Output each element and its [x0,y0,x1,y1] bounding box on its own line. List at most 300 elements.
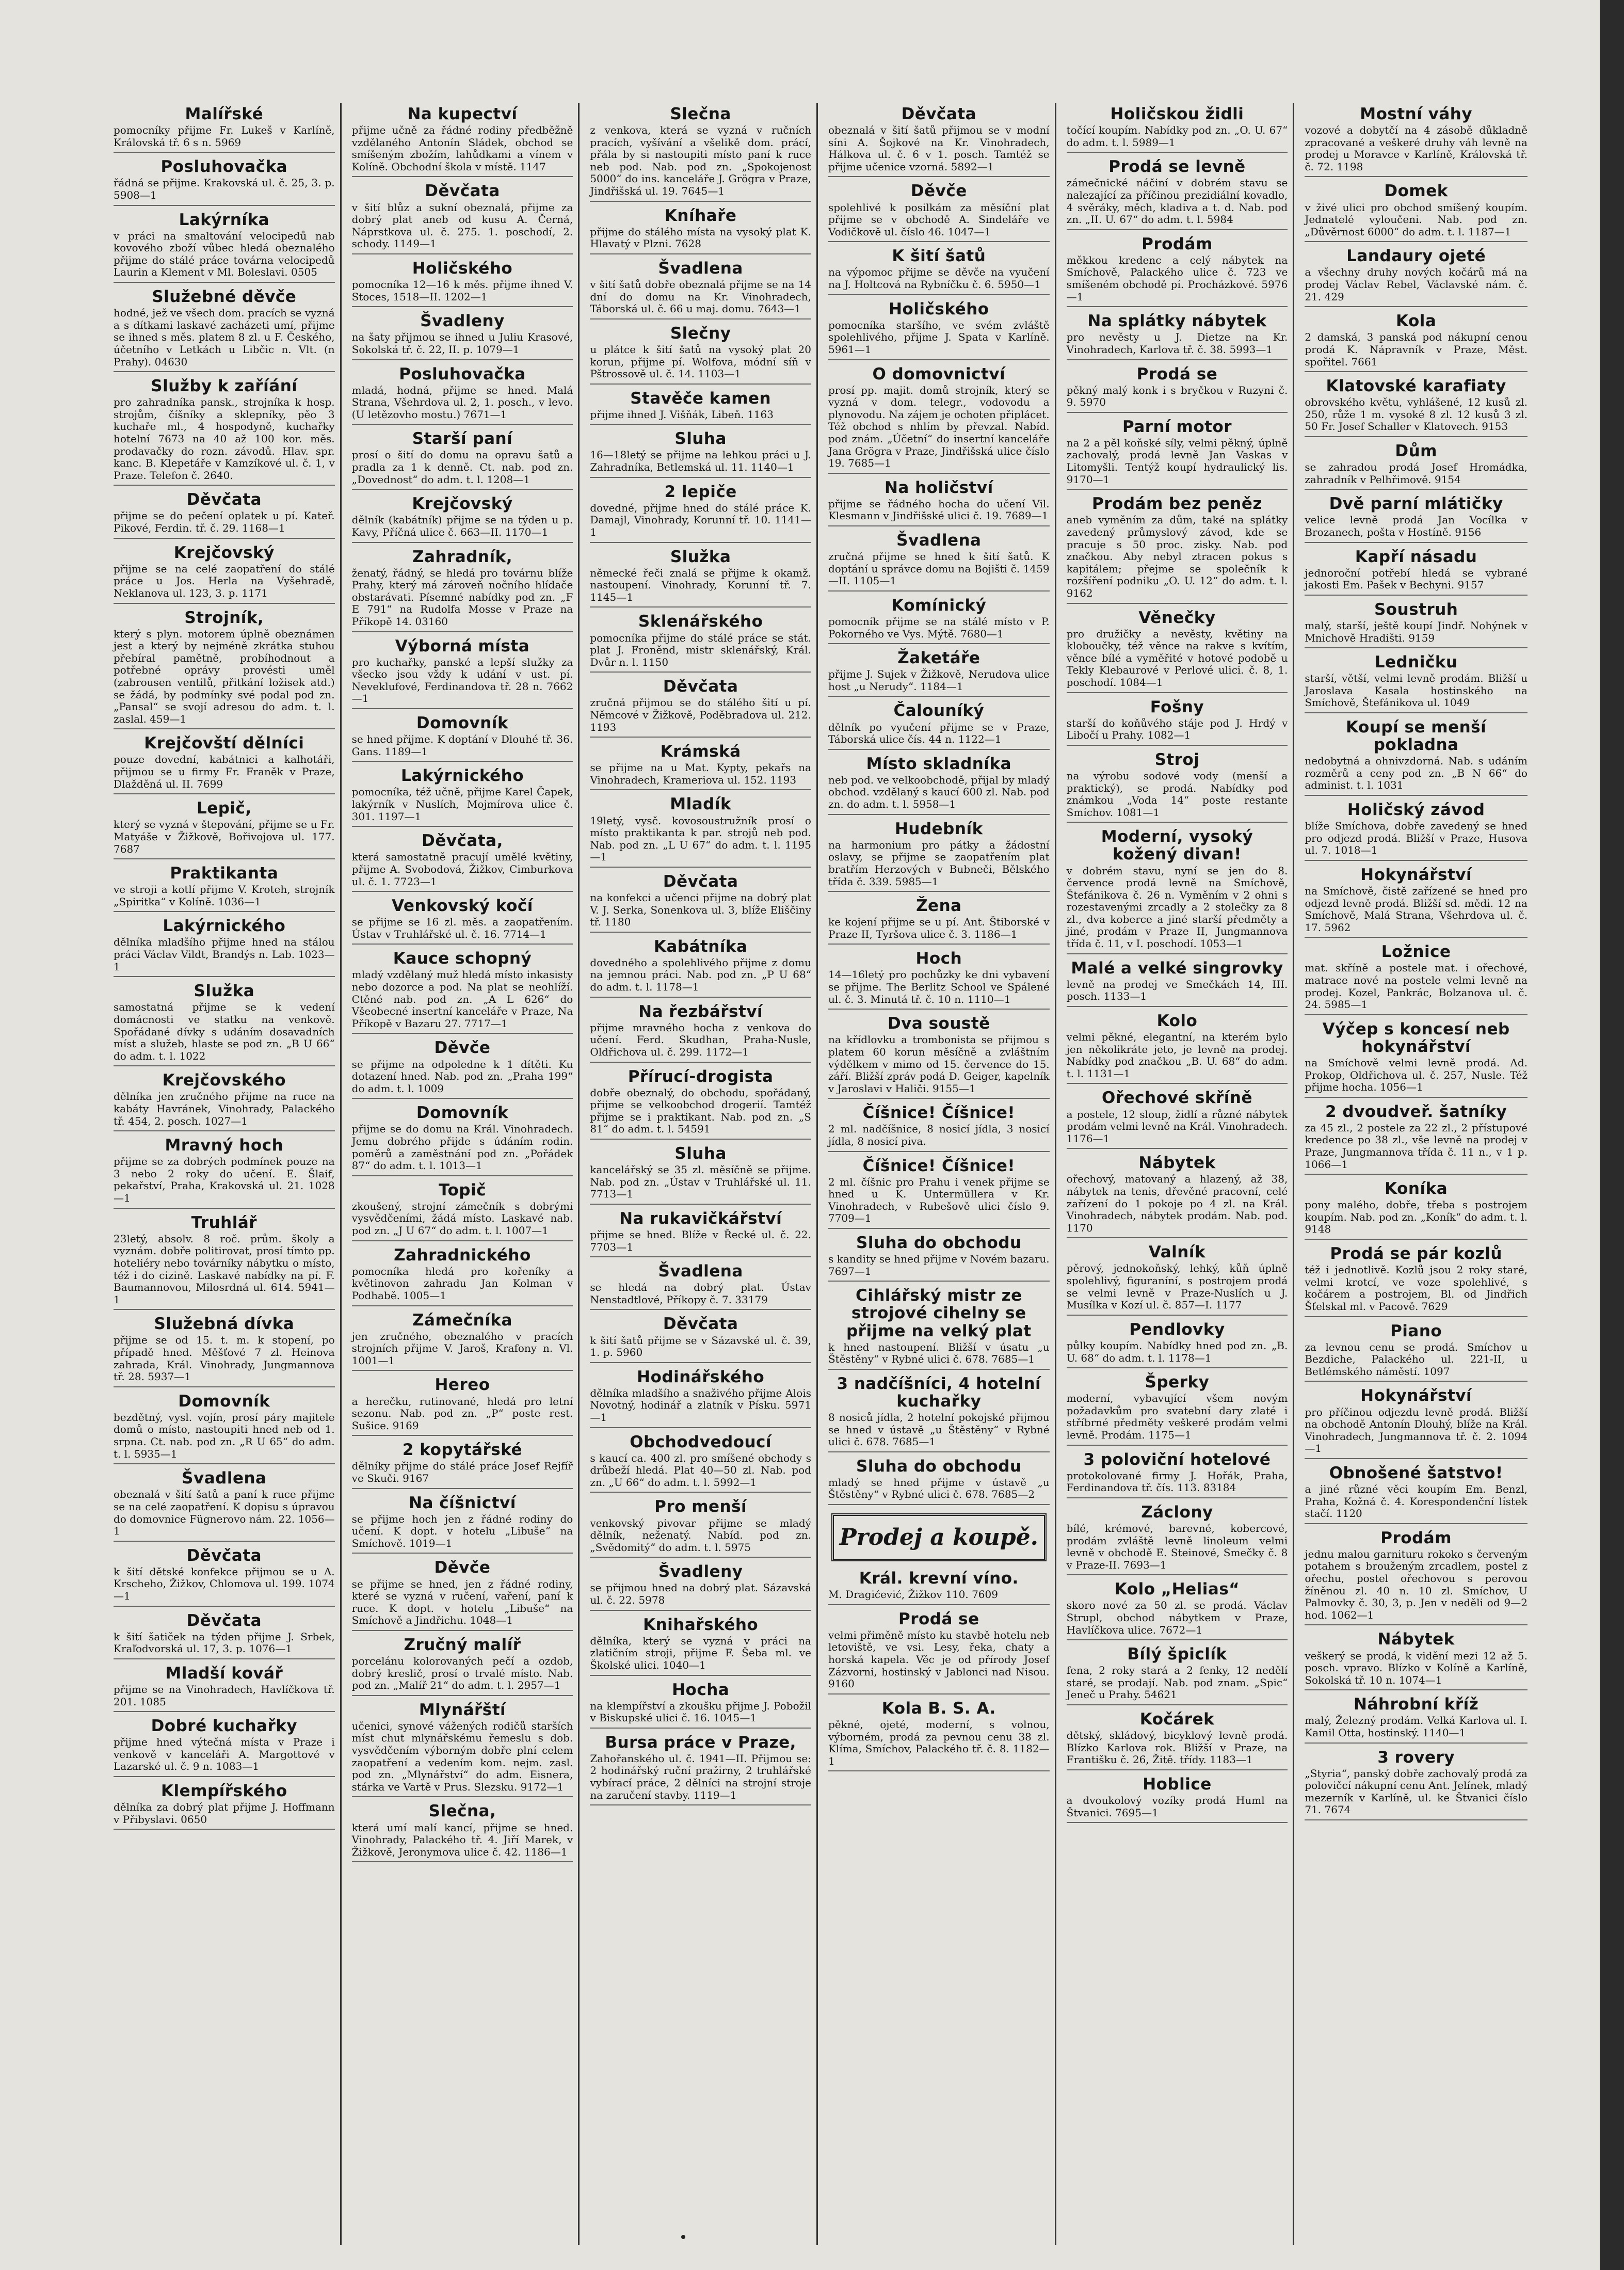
ad-body: jednoroční potřebí hledá se vybrané jakosti Em. Pašek v Bechyni. 9157 [1305,566,1527,592]
ad-body: s kaucí ca. 400 zl. pro smíšené obchody s drůbeží hledá. Plat 40—50 zl. Nab. pod zn. „U 66“ do adm. t. l. 5992—1 [590,1451,811,1489]
classified-ad [352,1559,573,1630]
ad-body: neb pod. ve velkoobchodě, přijal by mladý obchod. vzdělaný s kaucí 600 zl. Nab. pod zn. do adm. t. l. 5958—1 [828,773,1050,811]
ad-body: zručná přijmou se do stálého šití u pí. Němcové v Žižkově, Poděbradova ul. 212. 1193 [590,696,811,733]
ad-body: se hledá na dobrý plat. Ústav Nenstadtlové, Příkopy č. 7. 33179 [590,1281,811,1306]
ad-body: venkovský pivovar přijme se mladý dělník, neženatý. Nabíd. pod zn. „Svědomitý“ do adm. t. l. 5975 [590,1516,811,1554]
ad-heading: Hokynářství [1360,1386,1472,1405]
ad-heading: Klatovské karafiaty [1326,377,1506,396]
ad-heading: Děvčata [425,182,500,201]
classified-ad [590,1616,811,1676]
ad-body: se přijme se hned, jen z řádné rodiny, které se vyzná v ručení, vaření, paní k ruce. K dopt. v hotelu „Libuše“ na Smíchově a Jindřichu. 1048—1 [351,1577,573,1627]
ad-heading: Služka [670,547,731,566]
ad-body: levně na prodej ve Smečkách 14, III. posch. 1133—1 [1066,978,1288,1003]
classified-ad [114,609,335,730]
ad-body: přijme se od 15. t. m. k stopení, po případě hned. Měšťové 7 zl. Heinova zahrada, Král. Vinohrady, Jungmannova tř. 28. 5937—1 [114,1334,335,1383]
ad-body: Zahořanského ul. č. 1941—II. Přijmou se: 2 hodinářský ruční pražirny, 2 truhlářské vybírací práce, 2 dělníci na strojní stroje na zaručení stavby. 1119—1 [590,1752,811,1801]
ad-body: ořechový, matovaný a hlazený, až 38, nábytek na tenis, dřevěné pracovní, celé zařízení do 1 pokoje po 4 zl. na Král. Vinohradech, nábytek prodám. Nab. pod. 1170 [1066,1173,1288,1234]
ad-heading: Zámečníka [412,1310,512,1330]
ad-heading: Hereo [435,1376,490,1395]
classified-ad [590,795,811,867]
ad-heading: Kola B. S. A. [881,1699,996,1718]
ad-heading: Děvčata [663,677,738,696]
classified-ad [352,312,573,360]
classified-ad [352,1181,573,1241]
ad-heading: Služka [194,982,255,1001]
classified-ad [352,182,573,254]
ad-heading: Komínický [891,596,987,615]
ad-heading: Pendlovky [1129,1320,1225,1339]
ad-heading: Služebné děvče [152,287,297,307]
ad-body: „Styria“, panský dobře zachovalý prodá za polovičcí nákupní cenu Ant. Jelínek, mladý mezerník v Karlíně, ul. ke Štvanici číslo 71. 7674 [1305,1767,1527,1816]
classified-ad [1067,235,1288,307]
classified-ad [828,247,1050,295]
classified-ad [352,1246,573,1306]
classified-ad [352,1494,573,1554]
classified-ad [114,1665,335,1712]
classified-ad [114,158,335,205]
ad-body: s kandity se hned přijme v Novém bazaru. 7697—1 [828,1253,1050,1277]
ad-heading: Zručný malíř [404,1635,521,1654]
ad-heading: Děvče [910,182,967,201]
ad-heading: Děvčata [186,1546,262,1565]
ad-heading: Knihařského [643,1615,759,1634]
ad-heading: Záclony [1141,1502,1213,1522]
ad-heading: Na číšnictví [409,1493,516,1512]
ad-body: 23letý, absolv. 8 roč. prům. školy a vyznám. dobře politirovat, prosí tímto pp. hoteliéry nebo továrníky nábytku o místo, též i do cizině. Laskavé nabídky na pí. F. Baumannovou, Milosrdná ul. 614. 5941—1 [114,1232,335,1306]
ad-heading: Klempířského [160,1782,287,1801]
classified-ad [590,105,811,202]
ad-body: půlky koupím. Nabídky hned pod zn. „B. U. 68“ do adm. t. l. 1178—1 [1066,1339,1288,1364]
ad-body: na výpomoc přijme se děvče na vyučení na J. Holtcová na Rybníčku č. 6. 5950—1 [828,266,1050,291]
classified-ad [590,548,811,608]
ad-heading: Piano [1390,1321,1442,1340]
classified-ad [590,390,811,425]
ad-body: dělníka mladšího a snaživého přijme Alois Novotný, hodinář a zlatník v Písku. 5971—1 [590,1386,811,1424]
classified-ad [590,1734,811,1805]
ad-body: hodné, jež ve všech dom. pracích se vyzná a s dítkami laskavé zacházeti umí, přijme se ihned s měs. platem 8 zl. u F. Českého, účetního v Letkách u Libčic n. Vlt. (n Prahy). 04630 [114,307,335,368]
classified-ad [590,938,811,998]
column-4 [823,103,1056,2245]
classified-ad [352,897,573,945]
classified-ad [1305,1103,1527,1175]
classified-ad [1305,1322,1527,1382]
ad-body: a postele, 12 sloup, židlí a různé nábytek prodám velmi levně na Král. Vinohradech. 1176—1 [1066,1108,1288,1145]
classified-ad [1067,1154,1288,1238]
classified-ad [828,479,1050,526]
ad-body: se přijme na odpoledne k 1 dítěti. Ku dotazení hned. Nab. pod zn. „Praha 199“ do adm. t. l. 1009 [351,1058,573,1095]
classified-ad [828,365,1050,474]
ad-body: dělníka mladšího přijme hned na stálou práci Václav Vildt, Brandýs n. Lab. 1023—1 [114,936,335,973]
ad-body: pro příčinou odjezdu levně prodá. Bližší na obchodě Antonín Dlouhý, blíže na Král. Vinohradech, Jungmannova tř. č. 2. 1094—1 [1305,1405,1527,1455]
classified-ad [1067,751,1288,823]
classified-ad [590,260,811,319]
ad-heading: O domovnictví [872,364,1006,383]
ad-body: na klempířství a zkoušku přijme J. Pobožil v Biskupské ulici č. 16. 1045—1 [590,1699,811,1724]
ad-body: přijme se do domu na Král. Vinohradech. Jemu dobrého přijde s údáním rodin. poměrů a zaměstnání pod zn. „Pořádek 87“ do adm. t. l. 1013—1 [351,1123,573,1172]
ad-body: se přijme na u Mat. Kypty, pekařs na Vinohradech, Krameriova ul. 152. 1193 [590,761,811,786]
ad-heading: Posluhovačka [399,364,526,383]
ad-body: fena, 2 roky stará a 2 fenky, 12 nedělí staré, se prodají. Nab. pod znam. „Spic“ Jeneč u Prahy. 54621 [1066,1664,1288,1701]
ad-heading: Bursa práce v Praze, [605,1733,796,1752]
ad-body: dělníky přijme do stálé práce Josef Rejfíř ve Skuči. 9167 [351,1460,573,1484]
ad-heading: Dva soustě [887,1014,990,1033]
ad-heading: Sluha do obchodu [856,1457,1022,1476]
ad-body: velice levně prodá Jan Vocílka v Brozanech, pošta v Hostíně. 9156 [1305,514,1527,538]
ad-heading: Koupí se menší pokladna [1346,717,1487,755]
ad-heading: Koníka [1385,1179,1448,1198]
ad-body: mladý se hned přijme v ústavě „u Štěstěny“ v Rybné ulici č. 678. 7685—2 [828,1476,1050,1501]
ad-body: a všechny druhy nových kočárů má na prodej Václav Rebel, Václavské nám. č. 21. 429 [1305,266,1527,303]
ad-body: moderní, vybavující všem novým požadavkům pro svatební dary zlaté i stříbrné předměty veškeré prodám velmi levně. Prodám. 1175—1 [1066,1392,1288,1441]
classified-ad [352,1802,573,1862]
classified-ad [1067,1321,1288,1368]
classified-ad [590,1145,811,1205]
ad-body: v práci na smaltování velocipedů nab kovového zboží vůbec hledá obeznalého přijme do stálé práce továrna velocipedů Laurin a Klement v Ml. Boleslavi. 0505 [114,229,335,279]
ad-heading: Děvče [434,1558,491,1577]
ad-heading: Zahradnického [394,1245,531,1265]
ad-body: ke kojení přijme se u pí. Ant. Štiborské v Praze II, Tyršova ulice č. 3. 1186—1 [828,916,1050,940]
classified-ad [1305,1020,1527,1098]
ad-body: se zahradou prodá Josef Hromádka, zahradník v Pelhřimově. 9154 [1305,461,1527,486]
ad-heading: Mravný hoch [165,1136,284,1155]
ad-body: na harmonium pro pátky a žádostní oslavy, se přijme se zaopatřením plat bratřím Herzových v Bubneči, Bělského třída č. 339. 5985—1 [828,838,1050,888]
ad-body: mat. skříně a postele mat. i ořechové, matrace nové na postele velmi levně na prodej. Kozel, Pankrác, Bolzanova ul. č. 24. 5985—1 [1305,962,1527,1011]
ad-body: na Smíchově velmi levně prodá. Ad. Prokop, Oldřichova ul. č. 257, Nusle. Též přijme hocha. 1056—1 [1305,1056,1527,1094]
ad-body: jen zručného, obeznalého v pracích strojních přijme V. Jaroš, Krafony n. Vl. 1001—1 [351,1330,573,1367]
classified-ad [828,105,1050,177]
classified-ad [352,637,573,709]
classified-ad [1305,1464,1527,1524]
column-5 [1062,103,1295,2245]
classified-ad [1305,1696,1527,1743]
ad-body: přijme do stálého místa na vysoký plat K. Hlavatý v Plzni. 7628 [590,225,811,250]
ad-heading: Švadleny [420,312,505,331]
classified-ad [352,714,573,762]
ad-heading: Žaketáře [897,649,980,668]
ad-body: z venkova, která se vyzná v ručních pracích, vyšívání a všelikě dom. prácí, přála by si nastoupiti místo paní k ruce neb pod. Nab. pod zn. „Spokojenost 5000“ do ins. kanceláře J. Grögra v Praze, Jindřišská ul. 19. 7645—1 [590,124,811,198]
ad-heading: Stroj [1154,750,1200,769]
ad-heading: Prodá se levně [1108,157,1246,177]
ad-body: se hned přijme. K doptání v Dlouhé tř. 36. Gans. 1189—1 [351,733,573,758]
ad-body: na Smíchově, čistě zařízené se hned pro odjezd levně prodá. Bližší sd. mědi. 12 na Smíchově, Malá Strana, Všehrdova ul. č. 17. 5962 [1305,884,1527,934]
ad-body: 16—18letý se přijme na lehkou práci u J. Zahradníka, Betlemská ul. 11. 1140—1 [590,449,811,474]
ad-heading: Švadleny [658,1562,743,1581]
ad-heading: Prodám bez peněz [1092,494,1262,514]
ad-body: malý, Železný prodám. Velká Karlova ul. I. Kamil Otta, hostinský. 1140—1 [1305,1714,1527,1739]
ad-heading: Slečny [670,324,731,343]
ad-body: pomocníka hledá pro kořeníky a květinovon zahradu Jan Kolman v Podhabě. 1005—1 [351,1265,573,1302]
classified-ad [114,1315,335,1387]
classified-ad [114,288,335,372]
ad-heading: Obnošené šatstvo! [1329,1463,1503,1482]
classified-ad [1067,495,1288,603]
classified-ad [352,832,573,892]
ad-heading: Holičský závod [1347,800,1485,819]
ad-heading: Krejčovský [412,494,513,514]
ad-heading: Dům [1395,441,1437,460]
ad-body: pomocníka přijme do stálé práce se stát. plat J. Froněnd, mistr sklenářský, Král. Dvůr n. l. 1150 [590,631,811,668]
classified-ad [828,820,1050,892]
ad-heading: Kapří násadu [1355,547,1477,566]
classified-ad [352,548,573,632]
ad-body: přijme se hned. Blíže v Řecké ul. č. 22. 7703—1 [590,1228,811,1253]
ad-heading: Mladší kovář [165,1664,283,1683]
ad-body: k šití šatiček na týden přijme J. Srbek, Kraľodvorská ul. 17, 3. p. 1076—1 [114,1630,335,1655]
ad-heading: Věnečky [1138,608,1216,627]
ad-body: kancelářský se 35 zl. měsíčně se přijme. Nab. pod zn. „Ústav v Truhlářské ul. 11. 7713—1 [590,1163,811,1201]
classified-ad [1305,1529,1527,1626]
classified-ad [1305,1245,1527,1317]
ad-body: pěkné, ojeté, moderní, s volnou, výborném, prodá za pevnou cenu 38 zl. Klíma, Smíchov, Palackého tř. č. 8. 1182—1 [828,1718,1050,1767]
ad-body: učenici, synové vážených rodičů starších míst chut mlynářskému řemeslu s dob. vysvědčením výborným dobře plní celem zaopatření a vedením kom. nejm. zasl. pod zn. „Mlynářství“ do adm. Eisnera, stárka ve Vartě v Prus. Slezsku. 9172—1 [351,1719,573,1793]
ad-body: ve stroji a kotlí přijme V. Kroteh, strojník „Spiritka“ v Kolíně. 1036—1 [114,883,335,908]
ad-body: a jiné různé věci koupím Em. Benzl, Praha, Kožná č. 4. Korespondenční lístek stačí. 1120 [1305,1482,1527,1520]
column-3 [585,103,818,2245]
ad-body: která samostatně pracují umělé květiny, přijme A. Svobodová, Žižkov, Cimburkova ul. č. 1. 7723—1 [351,851,573,888]
ad-body: přijme se do pečení oplatek u pí. Kateř. Pikové, Ferdin. tř. č. 29. 1168—1 [114,509,335,535]
ad-heading: Děvčata [663,1315,738,1334]
ad-heading: Bílý špiclík [1127,1645,1227,1664]
classified-ad [1067,828,1288,954]
ad-heading: Cihlářský mistr ze strojové cihelny se přijme na velký plat [846,1286,1032,1340]
ad-heading: Náhrobní kříž [1354,1695,1479,1714]
ad-heading: 2 dvoudveř. šatníky [1325,1102,1507,1121]
classified-ad [590,430,811,477]
ad-heading: Hudebník [894,819,983,838]
classified-ad [1067,1580,1288,1640]
ad-body: pomocníky přijme Fr. Lukeš v Karlíně, Královská tř. 6 s n. 5969 [114,124,335,149]
ad-body: se přijme hoch jen z řádné rodiny do učení. K dopt. v hotelu „Libuše“ na Smíchově. 1019—1 [351,1512,573,1549]
ad-body: malý, starší, ještě koupí Jindř. Nohýnek v Mnichově Hradišti. 9159 [1305,619,1527,644]
classified-ad [1067,698,1288,746]
ad-heading: Venkovský kočí [392,897,533,916]
section-banner: Prodej a koupě. [831,1513,1047,1561]
classified-ad [590,613,811,673]
ad-body: dělníka za dobrý plat přijme J. Hoffmann v Přibyslavi. 0650 [114,1801,335,1826]
ad-heading: Nábytek [1138,1154,1216,1173]
ad-body: přijme se na Vinohradech, Havlíčkova tř. 201. 1085 [114,1683,335,1708]
classified-ad [828,702,1050,749]
ad-body: u plátce k šití šatů na vysoký plat 20 korun, přijme pí. Wolfova, módní síň v Pštrossově ul. č. 14. 1103—1 [590,343,811,380]
classified-ad [828,1234,1050,1282]
ad-heading: Výčep s koncesí neb hokynářství [1322,1019,1510,1056]
column-6 [1299,103,1533,2245]
ad-body: porcelánu kolorovaných pečí a ozdob, dobrý kreslič, prosí o trvalé místo. Nab. pod zn. „Malíř 21“ do adm. t. l. 2957—1 [351,1655,573,1692]
ad-body: přijme hned výtečná místa v Praze i venkově v kanceláři A. Margottové v Lazarské ul. č. 9 n. 1083—1 [114,1736,335,1773]
ad-heading: Na rukavičkářství [619,1209,782,1228]
ad-body: přijme J. Sujek v Žižkově, Nerudova ulice host „u Nerudy“. 1184—1 [828,668,1050,693]
ad-body: k šití dětské konfekce přijmou se u A. Krscheho, Žižkov, Chlomova ul. 199. 1074—1 [114,1565,335,1602]
classified-ad [1305,1630,1527,1690]
ad-heading: Číšnice! Číšnice! [862,1156,1016,1175]
ad-body: na výrobu sodové vody (menší a praktický), se prodá. Nabídky pod známkou „Voda 14“ poste restante Smíchov. 1081—1 [1066,769,1288,819]
ad-body: německé řeči znalá se přijme k okamž. nastoupení. Vinohrady, Korunní tř. 7. 1145—1 [590,566,811,603]
ad-heading: Děvčata [186,490,262,509]
classified-ad [590,678,811,738]
ad-body: 2 ml. číšnic pro Prahu i venek přijme se hned u K. Untermüllera v Kr. Vinohradech, v Rubešově ulici číslo 9. 7709—1 [828,1175,1050,1225]
classified-ad [590,1563,811,1610]
ad-heading: Obchodvedoucí [630,1432,772,1451]
ad-heading: Dvě parní mlátičky [1329,494,1503,514]
ad-heading: Dobré kuchařky [151,1717,298,1736]
classified-ad [828,1375,1050,1452]
ad-heading: Moderní, vysoký kožený divan! [1101,827,1253,864]
ad-body: dobře obeznalý, do obchodu, spořádaný, přijme se velkoobchod drogerií. Tamtéž přijme se i praktikant. Nab. pod zn. „S 81“ do adm. t. l. 54591 [590,1086,811,1136]
classified-ad [1067,1451,1288,1498]
ad-body: velmi pěkné, elegantní, na kterém bylo jen několikráte jeto, je levně na prodej. Nabídky pod značkou „B. U. 68“ do adm. t. l. 1131—1 [1066,1031,1288,1080]
classified-ad [590,1681,811,1729]
classified-ad [1305,653,1527,713]
classified-ad [590,1433,811,1493]
ad-heading: Mostní váhy [1360,105,1473,123]
ad-heading: Hoblice [1143,1775,1212,1794]
ad-body: starší do koňůvého stáje pod J. Hrdý v Libočí u Prahy. 1082—1 [1066,716,1288,742]
ad-heading: Místo skladníka [866,754,1011,773]
classified-ad [1067,418,1288,490]
ad-body: přijme mravného hocha z venkova do učení. Ferd. Skudhan, Praha-Nusle, Oldřichova ul. č. 299. 1172—1 [590,1021,811,1058]
classified-ad [1067,158,1288,230]
ad-body: dělníka jen zručného přijme na ruce na kabáty Havránek, Vinohrady, Palackého tř. 454, 2. posch. 1027—1 [114,1090,335,1127]
ad-heading: Praktikanta [170,864,279,883]
ad-heading: Na řezbářství [638,1002,763,1021]
classified-ad [1067,1089,1288,1149]
ad-body: na křídlovku a trombonista se přijmou s platem 60 korun měsíčně a zvláštním výdělkem v mimo od 15. července do 15. září. Bližší zpráv podá D. Geiger, kapelník v Jaroslavi v Haliči. 9155—1 [828,1033,1050,1095]
classified-ad [1067,1504,1288,1575]
classified-ad [1067,1711,1288,1770]
ad-heading: Krejčovský [173,543,275,562]
classified-ad [590,325,811,385]
classified-ad [828,1157,1050,1229]
classified-ad [828,1458,1050,1505]
ad-heading: Prodám [1380,1528,1452,1547]
ad-heading: Mladík [670,795,732,814]
classified-ad [1305,801,1527,861]
ad-body: zručná přijme se hned k šití šatů. K doptání u správce domu na Bojišti č. 1459—II. 1105—1 [828,550,1050,587]
ad-body: řádná se přijme. Krakovská ul. č. 25, 3. p. 5908—1 [114,177,335,201]
ad-body: pěrový, jednokoňský, lehký, kůň úplně spolehlivý, figuraníní, s postrojem prodá se velmi levně v Praze-Nuslích u J. Musílka v Kozí ul. č. 857—I. 1177 [1066,1262,1288,1312]
classified-ad [1305,943,1527,1015]
ad-heading: 3 poloviční hotelové [1083,1450,1271,1469]
ad-body: obeznalá v šití šatů přijmou se v modní síni A. Šojkové na Kr. Vinohradech, Hálkova ul. č. 6 v 1. posch. Tamtéž se přijme učenice vzorná. 5892—1 [828,124,1050,173]
ad-body: mladá, hodná, přijme se hned. Malá Strana, Všehrdova ul. 2, 1. posch., v levo. (U letězovho mostu.) 7671—1 [351,383,573,421]
ad-heading: Malé a velké singrovky [1071,958,1283,978]
classified-ad [1305,182,1527,242]
ad-heading: Prodá se [1136,364,1218,383]
ad-body: veškerý se prodá, k vidění mezi 12 až 5. posch. vpravo. Blízko v Kolíně a Karlíně, Sokolská tř. 10 n. 1074—1 [1305,1649,1527,1686]
classified-ad [590,1368,811,1428]
classified-ad [590,873,811,933]
ad-body: pěkný malý konk i s bryčkou v Ruzyni č. 9. 5970 [1066,383,1288,409]
classified-ad [1305,377,1527,437]
classified-ad [828,1700,1050,1771]
ad-heading: Stavěče kamen [630,389,771,408]
ad-body: zámečnické náčiní v dobrém stavu se nalezající za příčinou prezidiální kovadlo, 4 svěráky, měch, kladiva a t. d. Nab. pod zn. „II. U. 67“ do adm. t. l. 5984 [1066,177,1288,226]
ad-body: dětský, skládový, bicyklový levně prodá. Blízko Karlova rok. Bližší v Praze, na Františku č. 26, Žitě. třídy. 1183—1 [1066,1729,1288,1766]
ad-heading: Kola [1395,312,1437,331]
ad-heading: Prodá se [898,1609,979,1628]
classified-ad [352,1441,573,1489]
ad-body: na šaty přijmou se ihned u Juliu Krasové, Sokolská tř. č. 22, II. p. 1079—1 [351,331,573,356]
classified-ad [114,1547,335,1607]
ad-heading: Číšnice! Číšnice! [862,1104,1016,1123]
classified-ad [590,1068,811,1140]
ad-body: též i jednotlivě. Kozlů jsou 2 roky staré, velmi krotcí, ve voze spolehlivé, s kočárem a postrojem, Bl. od Jindřich Šťelskal ml. v Pacově. 7629 [1305,1264,1527,1313]
ad-heading: Děvčata [901,105,977,123]
ad-body: točící koupím. Nabídky pod zn. „O. U. 67“ do adm. t. l. 5989—1 [1066,124,1288,149]
ad-heading: Sluha [674,1144,727,1163]
ad-heading: Hokynářství [1360,865,1472,884]
ad-heading: Hocha [672,1680,730,1699]
classified-ad [1067,1012,1288,1084]
ad-body: přijme se na celé zaopatření do stálé práce u Jos. Herla na Vyšehradě, Neklanova ul. 123, 3. p. 1171 [114,562,335,599]
classified-ad [114,491,335,538]
classified-ad [828,597,1050,644]
ad-heading: Kolo [1156,1011,1198,1030]
ad-heading: Děvčata, [422,832,503,851]
column-1 [108,103,342,2245]
classified-ad [1067,105,1288,153]
ad-body: starší, větší, velmi levně prodám. Bližší u Jaroslava Kasala hostinského na Smíchově, Štefánikova ul. 1049 [1305,672,1527,709]
ad-heading: Ořechové skříně [1101,1089,1252,1108]
ad-heading: Služebná dívka [154,1315,295,1334]
classified-ad [114,865,335,912]
classified-ad [114,734,335,794]
ad-body: se přijmou hned na dobrý plat. Sázavská ul. č. 22. 5978 [590,1581,811,1607]
ad-body: velmi přiměně místo ku stavbě hotelu neb letoviště, ve vsi. Lesy, řeka, chaty a horská kapela. Věc je od přírody Josef Zázvorni, hostinský v Jablonci nad Nisou. 9160 [828,1628,1050,1690]
ad-heading: Na holičství [884,478,993,497]
ad-body: bezdětný, vysl. vojín, prosí páry majitele domů o místo, nastoupiti hned neb od 1. srpna. Ct. nab. pod zn. „R U 65“ do adm. t. l. 5935—1 [114,1411,335,1460]
classified-ad [1067,1373,1288,1445]
classified-ad [590,1262,811,1310]
classified-ad [828,182,1050,242]
classified-ad [828,1287,1050,1369]
classified-ad [828,1570,1050,1605]
classified-ad [1305,495,1527,542]
ad-heading: Kočárek [1139,1710,1215,1729]
classified-ad [1067,1645,1288,1705]
ad-heading: Na splátky nábytek [1087,312,1267,331]
ad-heading: Posluhovačka [160,157,288,177]
ad-body: mladý vzdělaný muž hledá místo inkasisty nebo dozorce a pod. Na plat se neohlíží. Ctěné nab. pod zn. „A L 626“ do Všeobecné insertní kanceláře v Praze, Na Příkopě v Bazaru 27. 7717—1 [351,968,573,1030]
ad-heading: Hoch [915,949,962,968]
ad-heading: Slečna [670,105,731,123]
ad-body: 8 nosiců jídla, 2 hotelní pokojské přijmou se hned v ústavě „u Štěstěny“ v Rybné ulici č. 678. 7685—1 [828,1411,1050,1448]
ad-heading: Strojník, [184,608,264,627]
ad-body: vozové a dobytčí na 4 zásobě důkladně zpracované a veškeré druhy váh levně na prodej u Moravce v Karlíně, Královská tř. č. 72. 1198 [1305,124,1527,173]
ad-body: dovedné, přijme hned do stálé práce K. Damajl, Vinohrady, Korunní tř. 10. 1141—1 [590,501,811,538]
ad-heading: Prodá se pár kozlů [1330,1244,1502,1264]
classified-ad [1305,718,1527,796]
ad-heading: 2 lepiče [664,482,737,501]
classified-ad [1067,960,1288,1007]
classified-ad [114,1612,335,1659]
ad-heading: K šití šatů [892,247,986,266]
ad-body: 2 ml. nadčíšnice, 8 nosicí jídla, 3 nosicí jídla, 8 nosicí piva. [828,1123,1050,1147]
classified-ad [352,1636,573,1696]
ad-body: přijme ihned J. Višňák, Libeň. 1163 [590,408,774,421]
classified-ad [114,1214,335,1310]
classified-ad [590,207,811,254]
ad-heading: Prodám [1141,234,1213,253]
ad-heading: Služby k zaříání [151,377,298,396]
classified-ad [352,365,573,425]
ad-body: pony malého, dobře, třeba s postrojem koupím. Nab. pod zn. „Koník“ do adm. t. l. 9148 [1305,1198,1527,1236]
ad-heading: Holičskou židli [1110,105,1244,123]
ad-heading: Kauce schopný [393,949,532,968]
classified-ad [1305,1749,1527,1820]
ad-body: v šití blůz a sukní obeznalá, přijme za dobrý plat aneb od kusu A. Černá, Náprstkova ul. č. 275. 1. poschodí, 2. schody. 1149—1 [351,201,573,250]
ad-body: v dobrém stavu, nyní se jen do 8. července prodá levně na Smíchově, Štefánikova č. 26 n. Vyměním v 2 ohni s rozestavenými zrcadly a 2 stolečky za 8 zl., dva koberce a jiné starší předměty a jiné, prodám v Praze II, Jungmannova třída č. 11, v I. poschodí. 1053—1 [1066,864,1288,950]
